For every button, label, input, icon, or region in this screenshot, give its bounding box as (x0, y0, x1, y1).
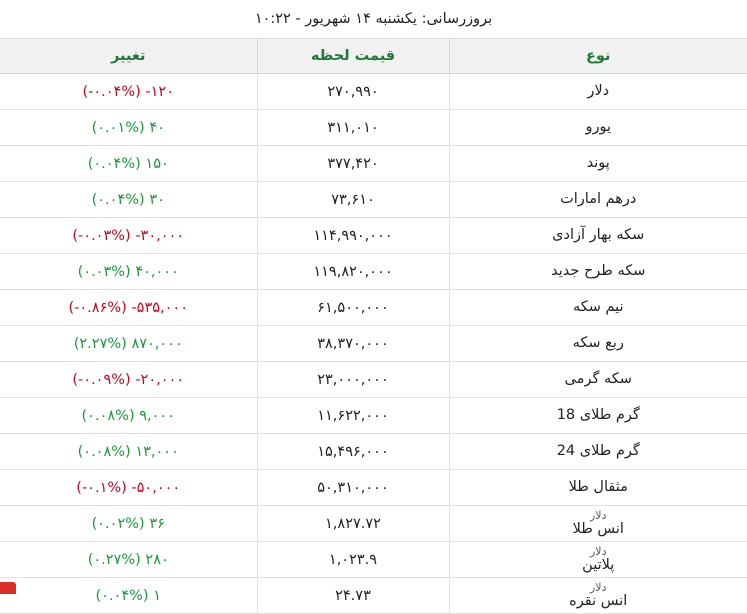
cell-type (449, 398, 747, 434)
column-header-type[interactable]: نوع (449, 39, 747, 74)
cell-type-subtitle: دلار (456, 510, 742, 522)
table-body (0, 74, 747, 614)
table-row[interactable] (0, 218, 747, 254)
cell-type-label: پوند (456, 155, 742, 172)
cell-price: ۶۱,۵۰۰,۰۰۰ (257, 290, 449, 326)
table-row[interactable] (0, 542, 747, 578)
cell-type-label: نیم سکه (456, 299, 742, 316)
cell-price: ۱,۰۲۳.۹ (257, 542, 449, 578)
cell-change: ۸۷۰,۰۰۰ (۲.۲۷%) (0, 326, 257, 362)
table-row[interactable] (0, 254, 747, 290)
cell-price: ۷۳,۶۱۰ (257, 182, 449, 218)
cell-type-label: یورو (456, 119, 742, 136)
table-row[interactable] (0, 74, 747, 110)
cell-price: ۱۱۹,۸۲۰,۰۰۰ (257, 254, 449, 290)
cell-type (449, 542, 747, 578)
cell-type (449, 362, 747, 398)
table-row[interactable] (0, 578, 747, 614)
cell-type-label: پلاتین (456, 557, 742, 574)
update-timestamp-bar (0, 0, 747, 39)
cell-change: ۱۵۰ (۰.۰۴%) (0, 146, 257, 182)
currency-gold-rates-table (0, 39, 747, 614)
table-row[interactable] (0, 470, 747, 506)
update-timestamp-text: بروزرسانی: یکشنبه ۱۴ شهریور - ۱۰:۲۲ (255, 11, 492, 27)
cell-price: ۲۷۰,۹۹۰ (257, 74, 449, 110)
table-row[interactable] (0, 182, 747, 218)
cell-type-label: انس طلا (456, 521, 742, 538)
cell-price: ۱,۸۲۷.۷۲ (257, 506, 449, 542)
cell-change: ۵۰,۰۰۰- (۰.۱%-) (0, 470, 257, 506)
table-header (0, 39, 747, 74)
table-row[interactable] (0, 434, 747, 470)
cell-type (449, 578, 747, 614)
cell-change: ۲۸۰ (۰.۲۷%) (0, 542, 257, 578)
table-row[interactable] (0, 146, 747, 182)
cell-type (449, 110, 747, 146)
table-row[interactable] (0, 362, 747, 398)
cell-type (449, 506, 747, 542)
cell-type (449, 182, 747, 218)
cell-price: ۲۳,۰۰۰,۰۰۰ (257, 362, 449, 398)
cell-change: ۵۳۵,۰۰۰- (۰.۸۶%-) (0, 290, 257, 326)
cell-type (449, 74, 747, 110)
cell-type-label: مثقال طلا (456, 479, 742, 496)
column-header-change[interactable]: تغییر (0, 39, 257, 74)
cell-price: ۱۱,۶۲۲,۰۰۰ (257, 398, 449, 434)
table-row[interactable] (0, 506, 747, 542)
cell-price: ۵۰,۳۱۰,۰۰۰ (257, 470, 449, 506)
table-header-row (0, 39, 747, 74)
cell-change: ۳۰ (۰.۰۴%) (0, 182, 257, 218)
cell-change: ۱۳,۰۰۰ (۰.۰۸%) (0, 434, 257, 470)
cell-type-label: دلار (456, 83, 742, 100)
cell-change: ۹,۰۰۰ (۰.۰۸%) (0, 398, 257, 434)
cell-type (449, 254, 747, 290)
column-header-price[interactable]: قیمت لحظه (257, 39, 449, 74)
cell-type (449, 326, 747, 362)
cell-change: ۳۶ (۰.۰۲%) (0, 506, 257, 542)
cell-type-label: ربع سکه (456, 335, 742, 352)
cell-type-label: درهم امارات (456, 191, 742, 208)
cell-type-label: انس نقره (456, 593, 742, 610)
cell-type-label: سکه گرمی (456, 371, 742, 388)
cell-type-subtitle: دلار (456, 582, 742, 594)
table-row[interactable] (0, 326, 747, 362)
cell-change: ۴۰,۰۰۰ (۰.۰۳%) (0, 254, 257, 290)
table-row[interactable] (0, 110, 747, 146)
cell-type-label: سکه طرح جدید (456, 263, 742, 280)
cell-change: ۴۰ (۰.۰۱%) (0, 110, 257, 146)
cell-type (449, 218, 747, 254)
cell-type-label: گرم طلای 24 (456, 443, 742, 460)
cell-type-label: گرم طلای 18 (456, 407, 742, 424)
cell-change: ۲۰,۰۰۰- (۰.۰۹%-) (0, 362, 257, 398)
cell-type (449, 290, 747, 326)
cell-price: ۳۱۱,۰۱۰ (257, 110, 449, 146)
cell-price: ۱۵,۴۹۶,۰۰۰ (257, 434, 449, 470)
cell-type (449, 434, 747, 470)
cell-change: ۱ (۰.۰۴%) (0, 578, 257, 614)
cell-type-label: سکه بهار آزادی (456, 227, 742, 244)
cell-type (449, 470, 747, 506)
corner-marker (0, 582, 16, 594)
cell-type-subtitle: دلار (456, 546, 742, 558)
table-row[interactable] (0, 290, 747, 326)
cell-price: ۳۸,۳۷۰,۰۰۰ (257, 326, 449, 362)
cell-type (449, 146, 747, 182)
cell-price: ۱۱۴,۹۹۰,۰۰۰ (257, 218, 449, 254)
cell-change: ۱۲۰- (۰.۰۴%-) (0, 74, 257, 110)
cell-price: ۳۷۷,۴۲۰ (257, 146, 449, 182)
cell-price: ۲۴.۷۳ (257, 578, 449, 614)
table-row[interactable] (0, 398, 747, 434)
cell-change: ۳۰,۰۰۰- (۰.۰۳%-) (0, 218, 257, 254)
